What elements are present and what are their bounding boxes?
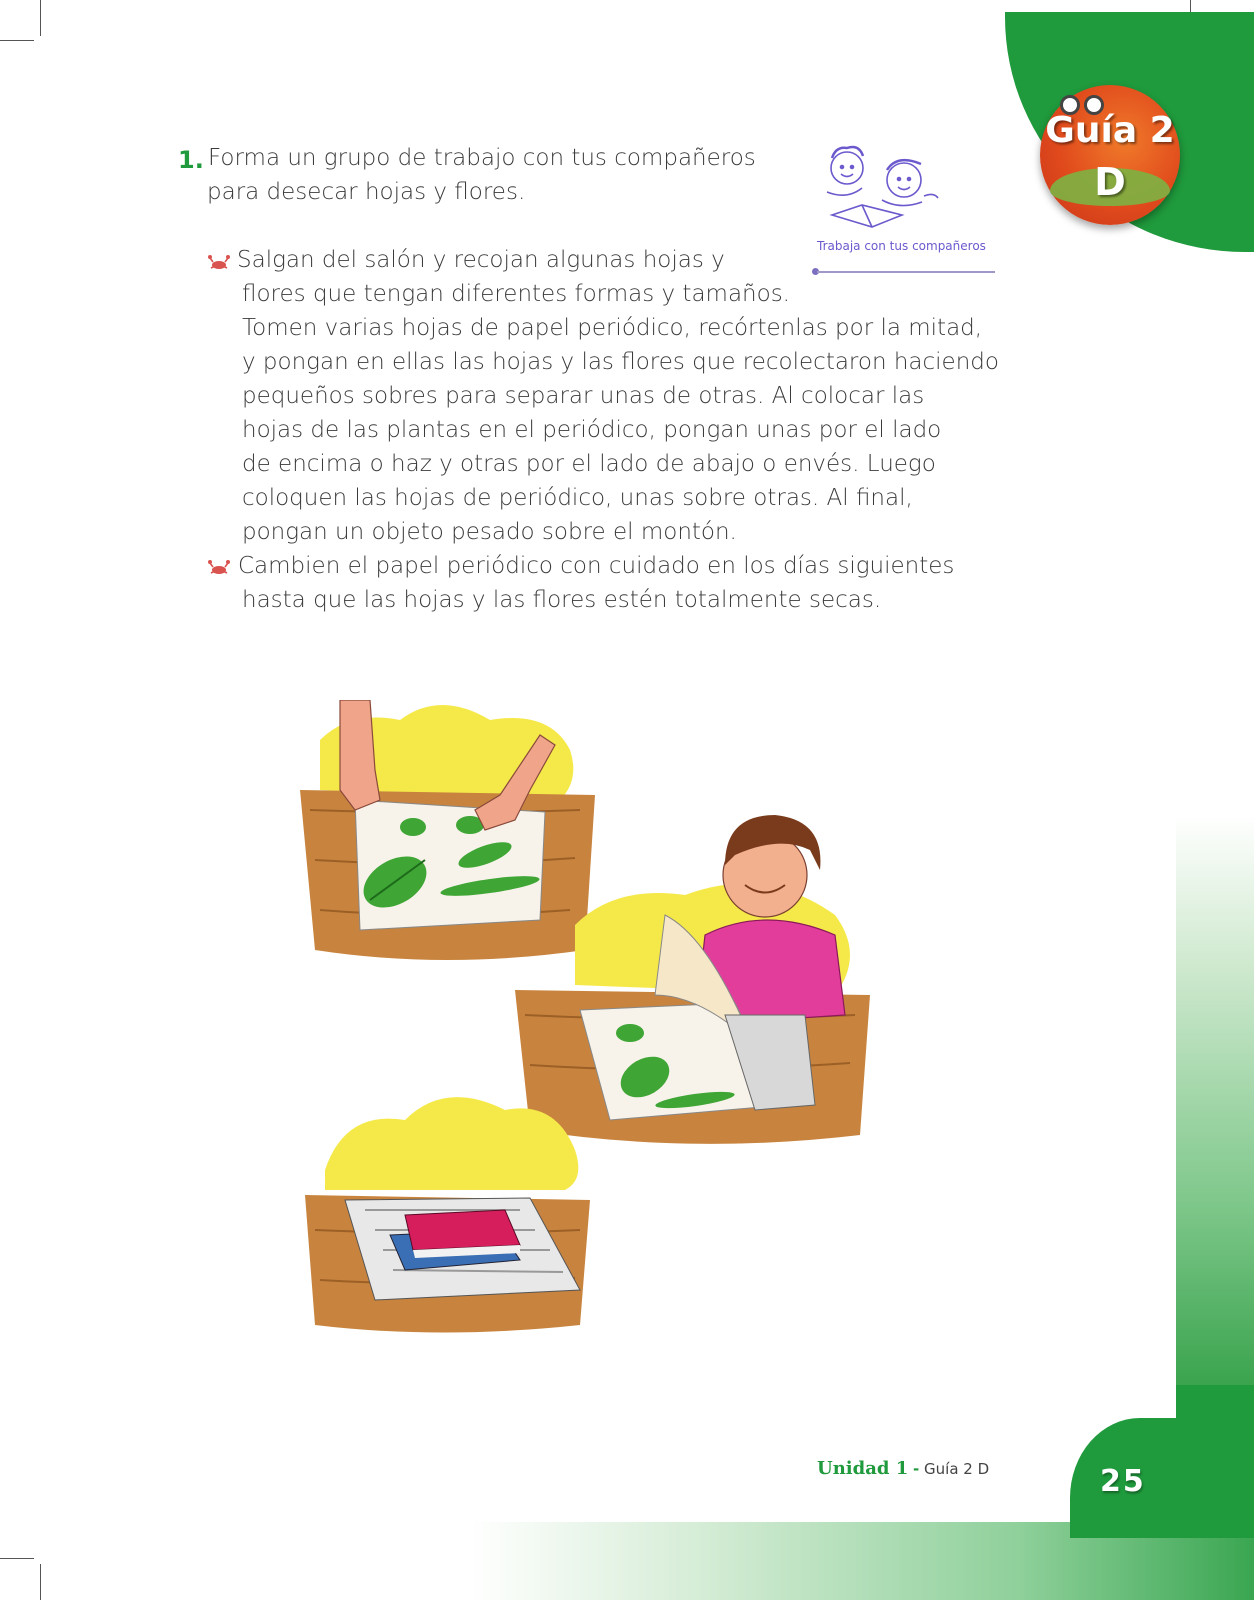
footer-separator: - [913,1460,920,1478]
step1-line: y pongan en ellas las hojas y las flores que recolectaron haciendo [242,349,999,375]
illustration-books-on-newspaper [305,1090,605,1340]
guide-badge-title: Guía 2 [1045,110,1175,151]
guide-badge-letter: D [1094,160,1126,204]
step1-line: Tomen varias hojas de papel periódico, recórtenlas por la mitad, [242,315,983,341]
side-stripe [1176,815,1254,1415]
step1-line: pongan un objeto pesado sobre el montón. [242,519,737,545]
teamwork-label: Trabaja con tus compañeros [817,239,986,253]
step1-line: flores que tengan diferentes formas y tamaños. [242,281,790,307]
page-number: 25 [1100,1464,1146,1499]
step1-line: coloquen las hojas de periódico, unas sobre otras. Al final, [242,485,913,511]
activity-number: 1. [178,146,204,174]
step1-line: Salgan del salón y recojan algunas hojas y [237,247,725,273]
step1-line: hojas de las plantas en el periódico, pongan unas por el lado [242,417,942,443]
activity-intro-line: Forma un grupo de trabajo con tus compañeros [208,145,756,171]
step2-line: Cambien el papel periódico con cuidado en los días siguientes [238,553,955,579]
crab-bullet-icon [207,254,231,272]
crop-mark [0,40,34,41]
footer-guide: Guía 2 D [924,1460,990,1478]
teamwork-divider [817,271,995,273]
step1-line: pequeños sobres para separar unas de otras. Al colocar las [242,383,925,409]
footer-unit: Unidad 1 [817,1458,909,1479]
crop-mark [40,1564,41,1600]
activity-intro-line: para desecar hojas y flores. [207,179,526,205]
footer-label [817,1458,989,1479]
crop-mark [40,0,41,36]
step1-line: de encima o haz y otras por el lado de abajo o envés. Luego [242,451,936,477]
crab-bullet-icon [207,559,231,577]
crop-mark [0,1558,34,1559]
step2-line: hasta que las hojas y las flores estén totalmente secas. [242,587,882,613]
